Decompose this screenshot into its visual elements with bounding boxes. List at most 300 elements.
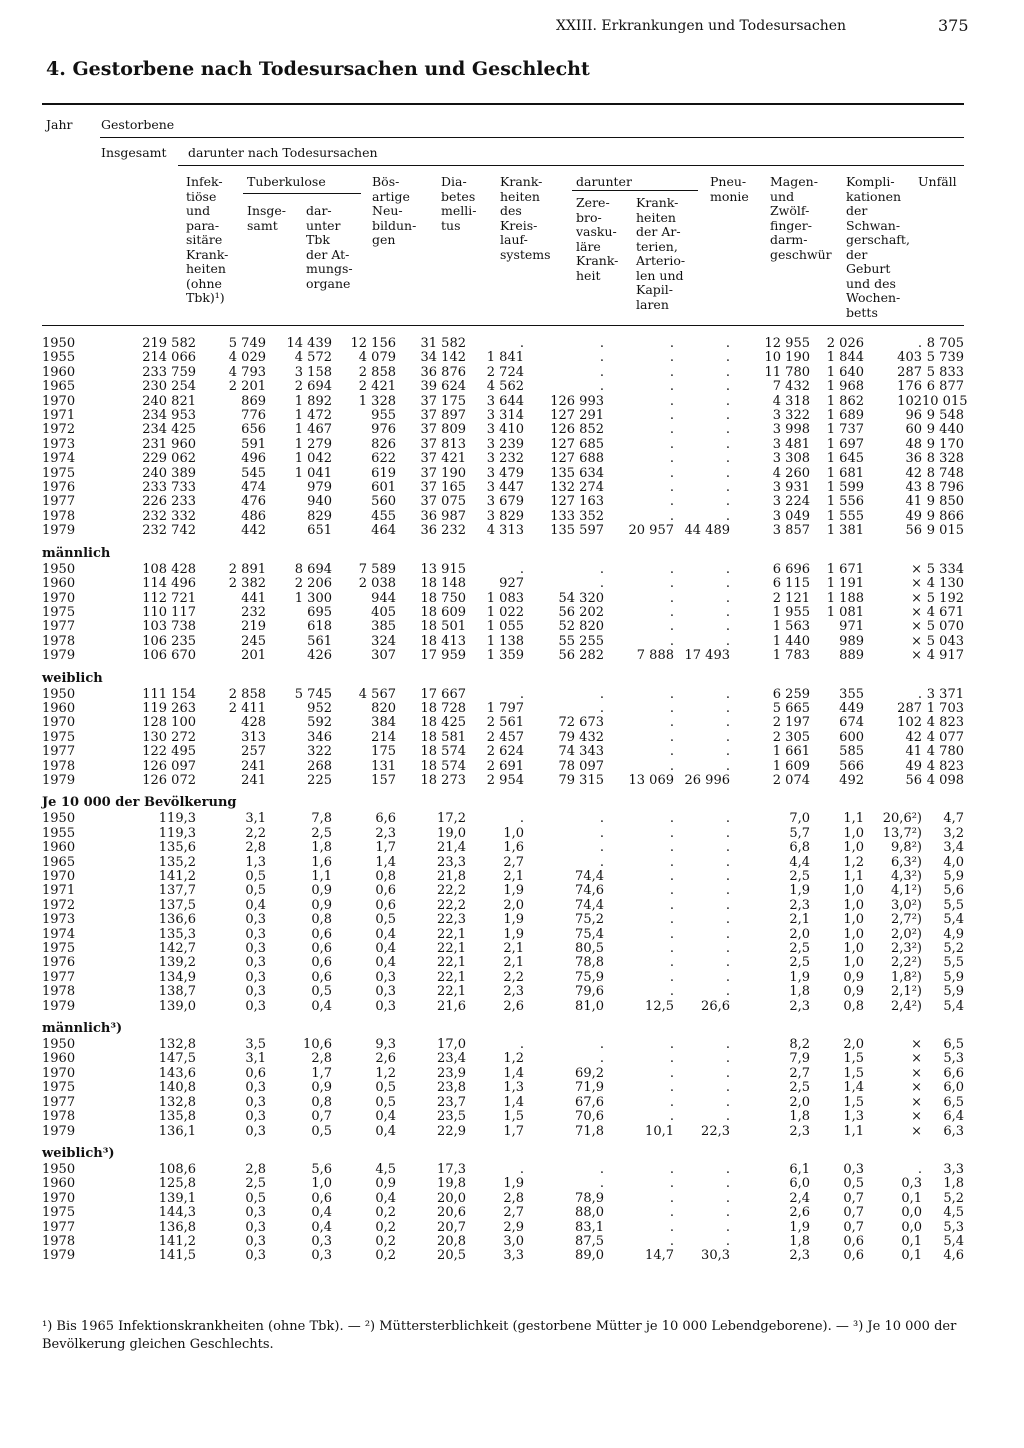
value-cell: 1,4 — [843, 1080, 864, 1096]
value-cell: 234 953 — [142, 408, 196, 424]
value-cell: . — [669, 941, 674, 957]
year-cell: 1960 — [42, 840, 76, 856]
value-cell: 3 857 — [772, 523, 810, 539]
value-cell: 2,8 — [503, 1190, 524, 1206]
value-cell: 2 561 — [486, 715, 524, 731]
value-cell: 2,7 — [503, 854, 524, 870]
value-cell: 22,1 — [437, 941, 466, 957]
value-cell: 322 — [307, 744, 332, 760]
value-cell: 486 — [241, 508, 266, 524]
value-cell: × — [911, 1080, 922, 1096]
section-header-row — [42, 788, 964, 812]
value-cell: 143,6 — [158, 1065, 196, 1081]
value-cell: . — [725, 883, 730, 899]
header-zerebro: Zere- bro- vasku- läre Krank- heit — [576, 195, 619, 283]
value-cell: 3 447 — [486, 480, 524, 496]
value-cell: 23,7 — [437, 1094, 466, 1110]
value-cell: 17,3 — [437, 1161, 466, 1177]
value-cell: 2,1²) — [891, 984, 922, 1000]
value-cell: 0,3 — [245, 1094, 266, 1110]
value-cell: 2,1 — [789, 912, 810, 928]
value-cell: 3 998 — [772, 422, 810, 438]
top-rule — [42, 103, 964, 105]
value-cell: 79 432 — [558, 729, 604, 745]
value-cell: 2,2²) — [891, 955, 922, 971]
table-row — [42, 495, 964, 509]
value-cell: 6,0 — [943, 1080, 964, 1096]
value-cell: 56 282 — [558, 648, 604, 664]
value-cell: 385 — [371, 619, 396, 635]
value-cell: 139,1 — [158, 1190, 196, 1206]
value-cell: 5,3 — [943, 1219, 964, 1235]
year-cell: 1975 — [42, 604, 76, 620]
value-cell: 2 206 — [294, 576, 332, 592]
section-label: weiblich — [42, 670, 103, 686]
table-row — [42, 1096, 964, 1110]
value-cell: 139,0 — [158, 998, 196, 1014]
table-row — [42, 452, 964, 466]
value-cell: . — [669, 969, 674, 985]
table-row — [42, 1052, 964, 1066]
table-row — [42, 716, 964, 730]
value-cell: 1,4 — [503, 1065, 524, 1081]
value-cell: 1,0 — [843, 840, 864, 856]
value-cell: . — [669, 744, 674, 760]
value-cell: 944 — [371, 590, 396, 606]
value-cell: 6,3 — [943, 1123, 964, 1139]
value-cell: 2,6 — [789, 1205, 810, 1221]
value-cell: 43 — [905, 480, 922, 496]
value-cell: 1 191 — [826, 576, 864, 592]
value-cell: . — [725, 379, 730, 395]
section-label: männlich³) — [42, 1021, 123, 1037]
value-cell: 7 589 — [358, 561, 396, 577]
value-cell: . — [669, 1051, 674, 1067]
value-cell: 4,6 — [943, 1248, 964, 1264]
value-cell: 2,8 — [311, 1051, 332, 1067]
value-cell: 4 823 — [926, 715, 964, 731]
value-cell: 18 574 — [420, 744, 466, 760]
value-cell: . — [725, 729, 730, 745]
value-cell: 18 581 — [420, 729, 466, 745]
value-cell: 127 685 — [550, 436, 604, 452]
value-cell: 133 352 — [550, 508, 604, 524]
value-cell: . — [725, 969, 730, 985]
value-cell: 4 077 — [926, 729, 964, 745]
value-cell: 955 — [371, 408, 396, 424]
year-cell: 1960 — [42, 576, 76, 592]
value-cell: 1,4 — [503, 1094, 524, 1110]
value-cell: . — [669, 336, 674, 351]
value-cell: . — [669, 897, 674, 913]
value-cell: 307 — [371, 648, 396, 664]
header-jahr: Jahr — [46, 117, 73, 132]
value-cell: 4 572 — [294, 350, 332, 366]
value-cell: . — [669, 1161, 674, 1177]
value-cell: 60 — [905, 422, 922, 438]
table-row — [42, 606, 964, 620]
value-cell: . — [725, 744, 730, 760]
value-cell: 71,8 — [575, 1123, 604, 1139]
value-cell: 1 563 — [772, 619, 810, 635]
value-cell: . — [669, 1080, 674, 1096]
value-cell: 5,5 — [943, 955, 964, 971]
value-cell: 989 — [839, 633, 864, 649]
value-cell: . — [725, 1219, 730, 1235]
value-cell: 9 170 — [926, 436, 964, 452]
value-cell: . — [725, 1176, 730, 1192]
value-cell: 2,3 — [375, 825, 396, 841]
year-cell: 1977 — [42, 1094, 76, 1110]
value-cell: 1,9 — [503, 883, 524, 899]
value-cell: 5,4 — [943, 912, 964, 928]
value-cell: × — [911, 576, 922, 592]
value-cell: 127 163 — [550, 494, 604, 510]
value-cell: 4 917 — [926, 648, 964, 664]
value-cell: . — [725, 715, 730, 731]
value-cell: . — [669, 840, 674, 856]
value-cell: 2,5 — [789, 869, 810, 884]
value-cell: 3 479 — [486, 465, 524, 481]
value-cell: 36 — [905, 451, 922, 467]
value-cell: 119,3 — [158, 811, 196, 827]
value-cell: × — [911, 619, 922, 635]
value-cell: 20,5 — [437, 1248, 466, 1264]
value-cell: 134,9 — [158, 969, 196, 985]
table-row — [42, 438, 964, 452]
year-cell: 1960 — [42, 364, 76, 380]
page-number: 375 — [938, 16, 969, 35]
value-cell: . — [599, 854, 604, 870]
year-cell: 1979 — [42, 648, 76, 664]
value-cell: 3 410 — [486, 422, 524, 438]
year-cell: 1970 — [42, 715, 76, 731]
value-cell: 1,8 — [789, 1233, 810, 1249]
table-row — [42, 1235, 964, 1249]
rule-tuberkulose — [243, 193, 361, 194]
value-cell: 23,9 — [437, 1065, 466, 1081]
value-cell: 2,5 — [789, 955, 810, 971]
year-cell: 1970 — [42, 1065, 76, 1081]
header-infekt: Infek- tiöse und para- sitäre Krank- heiten (ohne Tbk)¹) — [186, 174, 229, 305]
value-cell: 1 862 — [826, 393, 864, 409]
value-cell: 175 — [371, 744, 396, 760]
value-cell: 1,5 — [503, 1109, 524, 1125]
table-row — [42, 774, 964, 788]
value-cell: 0,4 — [375, 955, 396, 971]
value-cell: 18 750 — [420, 590, 466, 606]
value-cell: 1 081 — [826, 604, 864, 620]
section-label: weiblich³) — [42, 1145, 115, 1161]
value-cell: . — [725, 840, 730, 856]
value-cell: 52 820 — [558, 619, 604, 635]
table-row — [42, 884, 964, 898]
value-cell: 234 425 — [142, 422, 196, 438]
value-cell: 1,1 — [843, 1123, 864, 1139]
year-cell: 1950 — [42, 561, 76, 577]
value-cell: . — [599, 1037, 604, 1053]
value-cell: 19,0 — [437, 825, 466, 841]
value-cell: 126 072 — [142, 772, 196, 788]
value-cell: 18 413 — [420, 633, 466, 649]
value-cell: 601 — [371, 480, 396, 496]
year-cell: 1960 — [42, 700, 76, 716]
year-cell: 1950 — [42, 811, 76, 827]
value-cell: 492 — [839, 772, 864, 788]
value-cell: 1,9 — [789, 1219, 810, 1235]
table-row — [42, 688, 964, 702]
value-cell: 88,0 — [575, 1205, 604, 1221]
value-cell: 0,6 — [843, 1248, 864, 1264]
value-cell: . — [725, 941, 730, 957]
value-cell: 138,7 — [158, 984, 196, 1000]
value-cell: 141,5 — [158, 1248, 196, 1264]
value-cell: 3 679 — [486, 494, 524, 510]
value-cell: 1,8 — [943, 1176, 964, 1192]
value-cell: . — [599, 825, 604, 841]
running-header: XXIII. Erkrankungen und Todesursachen — [556, 18, 847, 34]
value-cell: 130 272 — [142, 729, 196, 745]
value-cell: 37 809 — [420, 422, 466, 438]
value-cell: 1 968 — [826, 379, 864, 395]
value-cell: . — [669, 590, 674, 606]
value-cell: 23,4 — [437, 1051, 466, 1067]
value-cell: 820 — [371, 700, 396, 716]
value-cell: 776 — [241, 408, 266, 424]
value-cell: 6 877 — [926, 379, 964, 395]
value-cell: 0,3 — [843, 1161, 864, 1177]
value-cell: 2,3 — [789, 1123, 810, 1139]
value-cell: 324 — [371, 633, 396, 649]
value-cell: 83,1 — [575, 1219, 604, 1235]
value-cell: 674 — [839, 715, 864, 731]
value-cell: 22,2 — [437, 883, 466, 899]
value-cell: 0,4 — [311, 998, 332, 1014]
value-cell: 0,4 — [311, 1205, 332, 1221]
header-pneumonie: Pneu- monie — [710, 174, 749, 204]
table-row — [42, 1177, 964, 1191]
value-cell: 1,8²) — [891, 969, 922, 985]
year-cell: 1973 — [42, 912, 76, 928]
value-cell: 0,2 — [375, 1219, 396, 1235]
value-cell: 201 — [241, 648, 266, 664]
header-darunter-ursachen: darunter nach Todesursachen — [188, 145, 378, 160]
value-cell: 2 305 — [772, 729, 810, 745]
value-cell: 75,9 — [575, 969, 604, 985]
value-cell: 618 — [307, 619, 332, 635]
value-cell: . — [669, 364, 674, 380]
year-cell: 1972 — [42, 422, 76, 438]
value-cell: 226 233 — [142, 494, 196, 510]
value-cell: 1,5 — [843, 1051, 864, 1067]
value-cell: 103 738 — [142, 619, 196, 635]
value-cell: 2,1 — [503, 955, 524, 971]
value-cell: 74,4 — [575, 897, 604, 913]
table-row — [42, 366, 964, 380]
value-cell: 2,6 — [375, 1051, 396, 1067]
value-cell: 0,9 — [311, 1080, 332, 1096]
value-cell: 3 481 — [772, 436, 810, 452]
value-cell: . — [669, 854, 674, 870]
value-cell: 41 — [905, 494, 922, 510]
value-cell: 0,3 — [311, 1248, 332, 1264]
value-cell: . — [725, 1051, 730, 1067]
rule-darunter-sub — [572, 190, 698, 191]
value-cell: 346 — [307, 729, 332, 745]
value-cell: . — [725, 1037, 730, 1053]
value-cell: 5,7 — [789, 825, 810, 841]
value-cell: . — [669, 465, 674, 481]
value-cell: 232 742 — [142, 523, 196, 539]
value-cell: 6,3²) — [891, 854, 922, 870]
section-header-row — [42, 1139, 964, 1163]
value-cell: 110 117 — [142, 604, 196, 620]
value-cell: . — [725, 619, 730, 635]
value-cell: 10,1 — [645, 1123, 674, 1139]
value-cell: 2,7 — [503, 1205, 524, 1221]
value-cell: . — [669, 619, 674, 635]
value-cell: 1 381 — [826, 523, 864, 539]
value-cell: 42 — [905, 729, 922, 745]
year-cell: 1975 — [42, 1080, 76, 1096]
value-cell: 2 026 — [826, 336, 864, 351]
value-cell: 3 371 — [926, 686, 964, 702]
value-cell: . — [725, 508, 730, 524]
value-cell: 147,5 — [158, 1051, 196, 1067]
value-cell: 111 154 — [142, 686, 196, 702]
value-cell: 0,5 — [245, 883, 266, 899]
value-cell: 2,3 — [503, 984, 524, 1000]
value-cell: . — [669, 984, 674, 1000]
value-cell: 4 313 — [486, 523, 524, 539]
value-cell: 1 041 — [294, 465, 332, 481]
value-cell: 132,8 — [158, 1037, 196, 1053]
value-cell: 31 582 — [420, 336, 466, 351]
value-cell: 1 022 — [486, 604, 524, 620]
value-cell: 826 — [371, 436, 396, 452]
year-cell: 1965 — [42, 854, 76, 870]
value-cell: 585 — [839, 744, 864, 760]
value-cell: . — [599, 700, 604, 716]
value-cell: 0,3 — [245, 1233, 266, 1249]
value-cell: . — [725, 1080, 730, 1096]
value-cell: 1 797 — [486, 700, 524, 716]
value-cell: 0,4 — [375, 1109, 396, 1125]
value-cell: 0,5 — [245, 1190, 266, 1206]
value-cell: 128 100 — [142, 715, 196, 731]
value-cell: 4 079 — [358, 350, 396, 366]
value-cell: 3 931 — [772, 480, 810, 496]
value-cell: 56 — [905, 772, 922, 788]
value-cell: 952 — [307, 700, 332, 716]
value-cell: 1,1 — [311, 869, 332, 884]
value-cell: 5 745 — [294, 686, 332, 702]
value-cell: 1,1 — [843, 869, 864, 884]
year-cell: 1955 — [42, 825, 76, 841]
value-cell: 0,4 — [245, 897, 266, 913]
value-cell: 545 — [241, 465, 266, 481]
value-cell: 9 015 — [926, 523, 964, 539]
value-cell: 287 — [897, 700, 922, 716]
year-cell: 1973 — [42, 436, 76, 452]
value-cell: . — [725, 576, 730, 592]
value-cell: 1,1 — [843, 811, 864, 827]
value-cell: 4,1²) — [891, 883, 922, 899]
header-gestorbene: Gestorbene — [101, 117, 175, 132]
value-cell: 0,0 — [901, 1205, 922, 1221]
value-cell: 10 190 — [764, 350, 810, 366]
value-cell: 0,5 — [245, 869, 266, 884]
value-cell: . — [725, 854, 730, 870]
value-cell: 229 062 — [142, 451, 196, 467]
value-cell: × — [911, 604, 922, 620]
table-row — [42, 524, 964, 538]
value-cell: 54 320 — [558, 590, 604, 606]
value-cell: 0,8 — [843, 998, 864, 1014]
value-cell: 6,5 — [943, 1094, 964, 1110]
value-cell: 1,0 — [843, 825, 864, 841]
value-cell: 37 190 — [420, 465, 466, 481]
value-cell: 18 728 — [420, 700, 466, 716]
value-cell: . — [599, 1051, 604, 1067]
value-cell: 10 015 — [922, 393, 968, 409]
value-cell: . — [519, 811, 524, 827]
value-cell: 49 — [905, 508, 922, 524]
value-cell: 1,0 — [843, 955, 864, 971]
value-cell: 0,3 — [375, 998, 396, 1014]
value-cell: 20,7 — [437, 1219, 466, 1235]
value-cell: . — [725, 1190, 730, 1206]
value-cell: 141,2 — [158, 1233, 196, 1249]
value-cell: 0,4 — [375, 1123, 396, 1139]
value-cell: 142,7 — [158, 941, 196, 957]
value-cell: 1 555 — [826, 508, 864, 524]
value-cell: 0,3 — [245, 912, 266, 928]
value-cell: 0,7 — [311, 1109, 332, 1125]
value-cell: . — [669, 1109, 674, 1125]
value-cell: 26 996 — [684, 772, 730, 788]
value-cell: 0,2 — [375, 1205, 396, 1221]
value-cell: 3,1 — [245, 1051, 266, 1067]
value-cell: . — [519, 336, 524, 351]
value-cell: 20,8 — [437, 1233, 466, 1249]
value-cell: 0,6 — [311, 926, 332, 942]
table-row — [42, 337, 964, 351]
year-cell: 1978 — [42, 633, 76, 649]
header-kreislauf: Krank- heiten des Kreis- lauf- systems — [500, 174, 551, 262]
value-cell: 5 192 — [926, 590, 964, 606]
value-cell: 219 582 — [142, 336, 196, 351]
table-row — [42, 956, 964, 970]
value-cell: × — [911, 1123, 922, 1139]
value-cell: 403 — [897, 350, 922, 366]
value-cell: . — [917, 686, 922, 702]
header-diabetes: Dia- betes melli- tus — [441, 174, 477, 233]
value-cell: 1,4 — [375, 854, 396, 870]
value-cell: 7,9 — [789, 1051, 810, 1067]
value-cell: 8 796 — [926, 480, 964, 496]
table-row — [42, 870, 964, 884]
value-cell: 17,2 — [437, 811, 466, 827]
value-cell: 67,6 — [575, 1094, 604, 1110]
value-cell: 428 — [241, 715, 266, 731]
value-cell: 1,3 — [843, 1109, 864, 1125]
value-cell: 560 — [371, 494, 396, 510]
year-cell: 1979 — [42, 1248, 76, 1264]
value-cell: 1 892 — [294, 393, 332, 409]
value-cell: . — [669, 451, 674, 467]
value-cell: 3 049 — [772, 508, 810, 524]
